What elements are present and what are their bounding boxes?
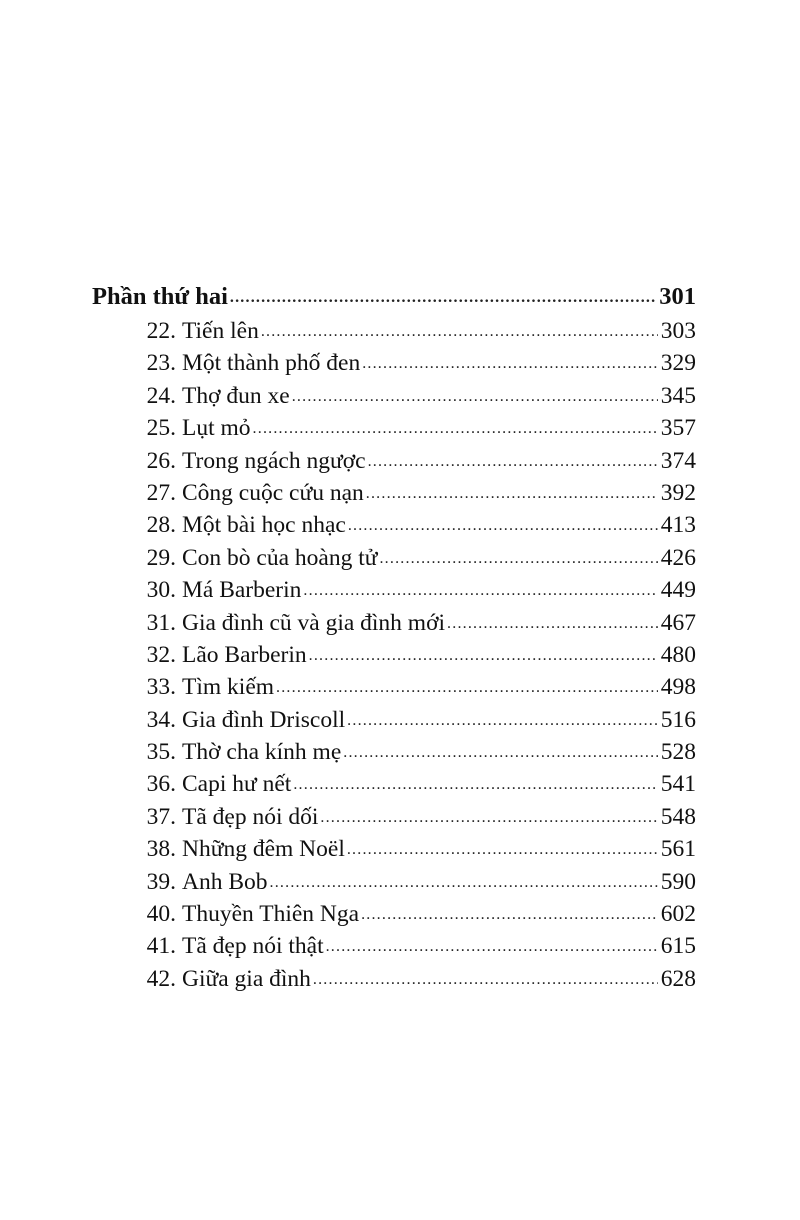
chapter-number: 32. xyxy=(146,641,176,668)
chapter-title: Má Barberin xyxy=(182,577,302,604)
chapter-page-number: 548 xyxy=(660,803,696,830)
toc-entry xyxy=(92,445,696,477)
dot-leader xyxy=(362,348,658,380)
toc-entry xyxy=(92,768,696,800)
dot-leader xyxy=(293,769,657,801)
toc-entry xyxy=(92,607,696,639)
chapter-title: Lão Barberin xyxy=(182,641,307,668)
chapter-title: Tã đẹp nói dối xyxy=(182,803,319,830)
chapter-title: Những đêm Noël xyxy=(182,836,345,863)
dot-leader xyxy=(261,316,658,348)
chapter-title: Công cuộc cứu nạn xyxy=(182,479,364,506)
table-of-contents xyxy=(92,279,696,995)
dot-leader xyxy=(326,931,658,963)
toc-entry xyxy=(92,315,696,347)
toc-entry xyxy=(92,898,696,930)
toc-entry xyxy=(92,509,696,541)
toc-entry xyxy=(92,930,696,962)
chapter-title: Thuyền Thiên Nga xyxy=(182,901,360,928)
chapter-number: 31. xyxy=(146,609,176,636)
dot-leader xyxy=(379,543,657,575)
dot-leader xyxy=(309,640,658,672)
chapter-number: 30. xyxy=(146,577,176,604)
toc-entry xyxy=(92,412,696,444)
dot-leader xyxy=(447,608,658,640)
toc-entry xyxy=(92,833,696,865)
dot-leader xyxy=(361,899,658,931)
chapter-page-number: 345 xyxy=(660,382,696,409)
toc-entry xyxy=(92,704,696,736)
dot-leader xyxy=(276,672,658,704)
chapter-number: 26. xyxy=(146,447,176,474)
chapter-number: 25. xyxy=(146,415,176,442)
chapter-number: 28. xyxy=(146,512,176,539)
dot-leader xyxy=(253,413,658,445)
dot-leader xyxy=(347,705,658,737)
toc-entry xyxy=(92,671,696,703)
chapter-page-number: 374 xyxy=(660,447,696,474)
chapter-page-number: 413 xyxy=(660,512,696,539)
dot-leader xyxy=(292,381,658,413)
chapter-title: Một bài học nhạc xyxy=(182,512,346,539)
chapter-title: Giữa gia đình xyxy=(182,965,311,992)
toc-entry xyxy=(92,639,696,671)
chapter-number: 23. xyxy=(146,350,176,377)
chapter-page-number: 449 xyxy=(660,577,696,604)
chapter-page-number: 628 xyxy=(660,965,696,992)
dot-leader xyxy=(270,867,658,899)
toc-entry xyxy=(92,866,696,898)
dot-leader xyxy=(230,280,656,316)
chapter-page-number: 590 xyxy=(660,868,696,895)
toc-entry xyxy=(92,347,696,379)
dot-leader xyxy=(368,446,658,478)
chapter-page-number: 480 xyxy=(660,641,696,668)
chapter-number: 29. xyxy=(146,544,176,571)
dot-leader xyxy=(343,737,657,769)
chapter-number: 22. xyxy=(146,318,176,344)
chapter-page-number: 303 xyxy=(660,318,696,344)
chapter-list xyxy=(92,315,696,995)
toc-entry xyxy=(92,380,696,412)
chapter-title: Con bò của hoàng tử xyxy=(182,544,378,571)
chapter-number: 24. xyxy=(146,382,176,409)
chapter-page-number: 426 xyxy=(660,544,696,571)
toc-entry xyxy=(92,542,696,574)
chapter-number: 36. xyxy=(146,771,176,798)
chapter-title: Tiến lên xyxy=(182,318,259,344)
chapter-page-number: 392 xyxy=(660,479,696,506)
chapter-page-number: 561 xyxy=(660,836,696,863)
chapter-page-number: 615 xyxy=(660,933,696,960)
chapter-number: 38. xyxy=(146,836,176,863)
chapter-number: 37. xyxy=(146,803,176,830)
dot-leader xyxy=(366,478,658,510)
chapter-number: 42. xyxy=(146,965,176,992)
chapter-number: 39. xyxy=(146,868,176,895)
chapter-title: Thờ cha kính mẹ xyxy=(182,739,342,766)
toc-part-heading xyxy=(92,279,696,315)
dot-leader xyxy=(320,802,657,834)
chapter-page-number: 528 xyxy=(660,739,696,766)
chapter-title: Một thành phố đen xyxy=(182,350,361,377)
toc-entry xyxy=(92,736,696,768)
chapter-title: Tìm kiếm xyxy=(182,674,275,701)
chapter-title: Lụt mỏ xyxy=(182,415,251,442)
chapter-number: 40. xyxy=(146,901,176,928)
chapter-number: 27. xyxy=(146,479,176,506)
chapter-title: Tã đẹp nói thật xyxy=(182,933,324,960)
chapter-page-number: 516 xyxy=(660,706,696,733)
chapter-title: Thợ đun xe xyxy=(182,382,290,409)
chapter-page-number: 541 xyxy=(660,771,696,798)
toc-entry xyxy=(92,574,696,606)
chapter-number: 34. xyxy=(146,706,176,733)
chapter-title: Anh Bob xyxy=(182,868,268,895)
chapter-page-number: 357 xyxy=(660,415,696,442)
toc-entry xyxy=(92,963,696,995)
dot-leader xyxy=(303,575,657,607)
chapter-title: Capi hư nết xyxy=(182,771,292,798)
toc-entry xyxy=(92,477,696,509)
part-page-number: 301 xyxy=(659,283,696,310)
chapter-number: 41. xyxy=(146,933,176,960)
toc-entry xyxy=(92,801,696,833)
chapter-title: Trong ngách ngược xyxy=(182,447,366,474)
chapter-page-number: 329 xyxy=(660,350,696,377)
chapter-number: 35. xyxy=(146,739,176,766)
part-title: Phần thứ hai xyxy=(92,283,228,310)
dot-leader xyxy=(347,834,658,866)
chapter-number: 33. xyxy=(146,674,176,701)
chapter-title: Gia đình cũ và gia đình mới xyxy=(182,609,446,636)
chapter-page-number: 467 xyxy=(660,609,696,636)
chapter-page-number: 498 xyxy=(660,674,696,701)
chapter-page-number: 602 xyxy=(660,901,696,928)
chapter-title: Gia đình Driscoll xyxy=(182,706,346,733)
dot-leader xyxy=(313,964,658,996)
dot-leader xyxy=(348,510,658,542)
